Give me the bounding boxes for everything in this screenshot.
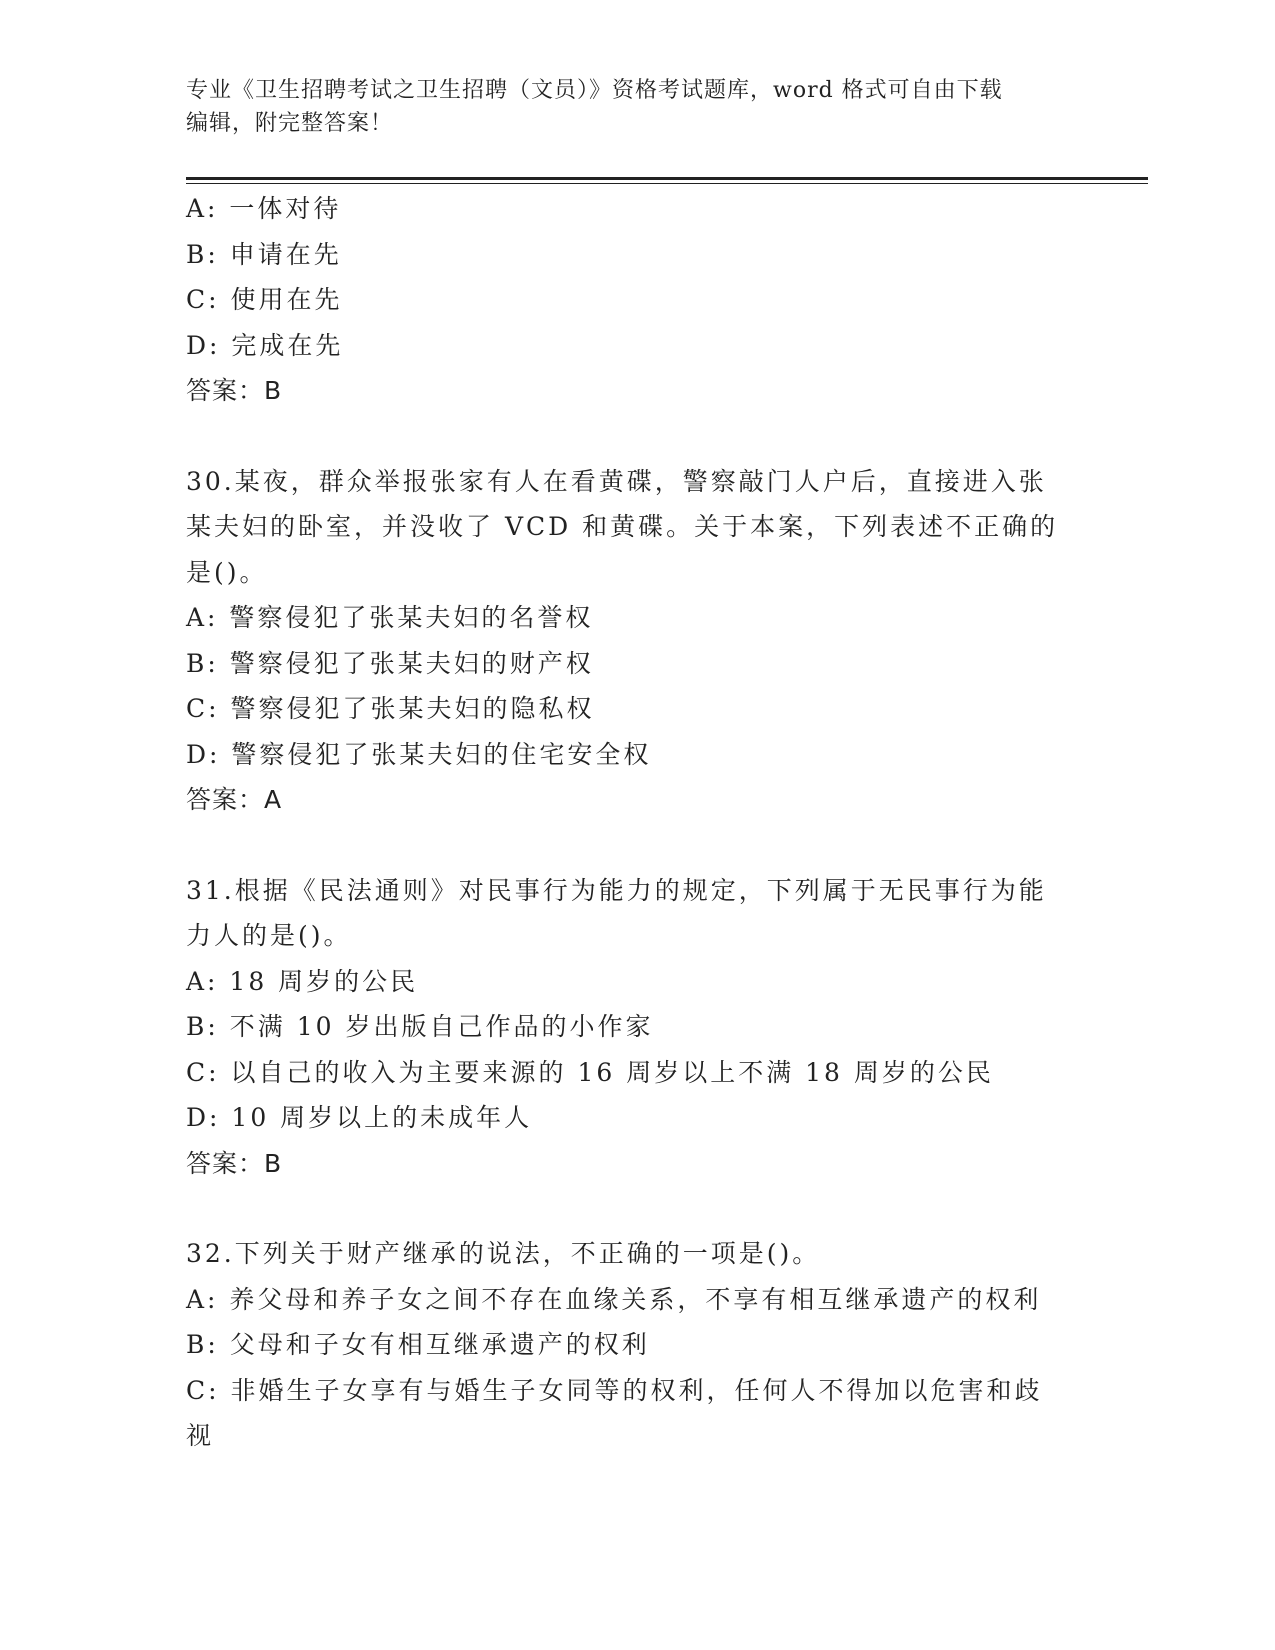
- option-c: C: 以自己的收入为主要来源的 16 周岁以上不满 18 周岁的公民: [186, 1057, 994, 1087]
- question-stem-line: 30.某夜，群众举报张家有人在看黄碟，警察敲门人户后，直接进入张: [186, 466, 1047, 496]
- option-c: C: 非婚生子女享有与婚生子女同等的权利，任何人不得加以危害和歧: [186, 1375, 1043, 1405]
- option-c-continued: 视: [186, 1421, 215, 1450]
- spacer: [186, 823, 1066, 868]
- document-header: [186, 74, 1086, 140]
- option-b: B: 父母和子女有相互继承遗产的权利: [186, 1330, 650, 1359]
- option-c: C: 警察侵犯了张某夫妇的隐私权: [186, 694, 595, 723]
- option-b: B: 不满 10 岁出版自己作品的小作家: [186, 1012, 654, 1041]
- header-line-2: 编辑，附完整答案！: [186, 111, 394, 136]
- question-block-prev: [186, 186, 1066, 414]
- option-a: A: 警察侵犯了张某夫妇的名誉权: [186, 603, 594, 632]
- question-stem-line: 某夫妇的卧室，并没收了 VCD 和黄碟。关于本案，下列表述不正确的: [186, 512, 1059, 541]
- question-stem-line: 力人的是()。: [186, 921, 352, 950]
- spacer: [186, 414, 1066, 459]
- question-block-30: [186, 459, 1066, 823]
- option-b: B: 警察侵犯了张某夫妇的财产权: [186, 648, 594, 678]
- question-content: [186, 186, 1066, 1459]
- option-c: C: 使用在先: [186, 285, 343, 314]
- option-d: D: 警察侵犯了张某夫妇的住宅安全权: [186, 739, 652, 769]
- header-divider-thin: [186, 183, 1148, 184]
- question-stem-line: 32.下列关于财产继承的说法，不正确的一项是()。: [186, 1239, 821, 1268]
- question-block-31: [186, 868, 1066, 1187]
- header-divider-thick: [186, 177, 1148, 180]
- option-a: A: 养父母和养子女之间不存在血缘关系，不享有相互继承遗产的权利: [186, 1284, 1042, 1314]
- answer-line: 答案：B: [186, 1148, 283, 1178]
- header-line-1: 专业《卫生招聘考试之卫生招聘（文员）》资格考试题库，word 格式可自由下载: [186, 78, 1003, 103]
- question-stem-line: 是()。: [186, 557, 268, 587]
- option-a: A: 一体对待: [186, 194, 342, 223]
- option-d: D: 完成在先: [186, 330, 344, 360]
- answer-line: 答案：B: [186, 376, 283, 405]
- question-stem-line: 31.根据《民法通则》对民事行为能力的规定，下列属于无民事行为能: [186, 875, 1047, 905]
- option-b: B: 申请在先: [186, 239, 342, 269]
- option-a: A: 18 周岁的公民: [186, 966, 419, 996]
- question-block-32: [186, 1231, 1066, 1459]
- spacer: [186, 1186, 1066, 1231]
- answer-line: 答案：A: [186, 785, 283, 814]
- option-d: D: 10 周岁以上的未成年人: [186, 1103, 533, 1132]
